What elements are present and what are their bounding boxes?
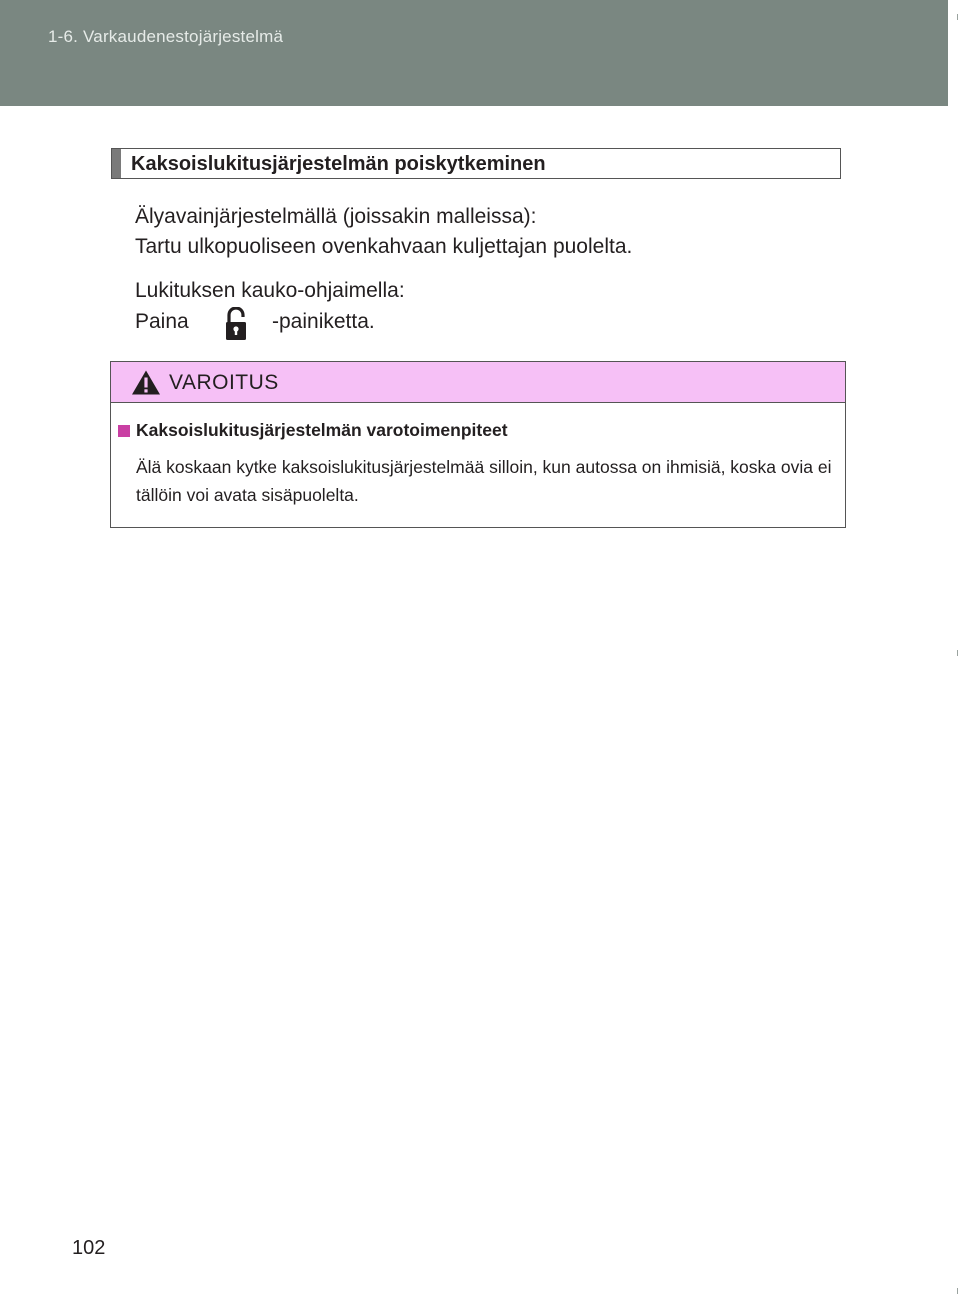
chapter-header [0, 0, 948, 106]
smart-key-label: Älyavainjärjestelmällä (joissakin malleissa): [135, 205, 537, 228]
unlock-icon [224, 307, 248, 341]
section-heading-title: Kaksoislukitusjärjestelmän poiskytkeminen [131, 153, 546, 175]
warning-triangle-icon [131, 369, 161, 396]
crop-mark [957, 650, 958, 656]
page-number: 102 [72, 1237, 106, 1259]
warning-box [110, 361, 846, 528]
crop-mark [957, 14, 958, 20]
remote-action-before: Paina [135, 310, 189, 333]
crop-mark [957, 1288, 958, 1294]
bullet-square-icon [118, 425, 130, 437]
warning-text: Älä koskaan kytke kaksoislukitusjärjestelmää silloin, kun autossa on ihmisiä, koska ovia ei tällöin voi avata sisäpuolelta. [136, 457, 832, 505]
warning-header [111, 362, 845, 403]
warning-subheading: Kaksoislukitusjärjestelmän varotoimenpiteet [136, 420, 508, 440]
remote-action-after: -painiketta. [272, 310, 375, 333]
chapter-title: 1-6. Varkaudenestojärjestelmä [48, 27, 284, 46]
remote-label: Lukituksen kauko-ohjaimella: [135, 279, 405, 302]
smart-key-action: Tartu ulkopuoliseen ovenkahvaan kuljettajan puolelta. [135, 235, 633, 258]
section-heading-accent [112, 149, 121, 178]
warning-label: VAROITUS [169, 371, 279, 394]
section-heading [111, 148, 841, 179]
